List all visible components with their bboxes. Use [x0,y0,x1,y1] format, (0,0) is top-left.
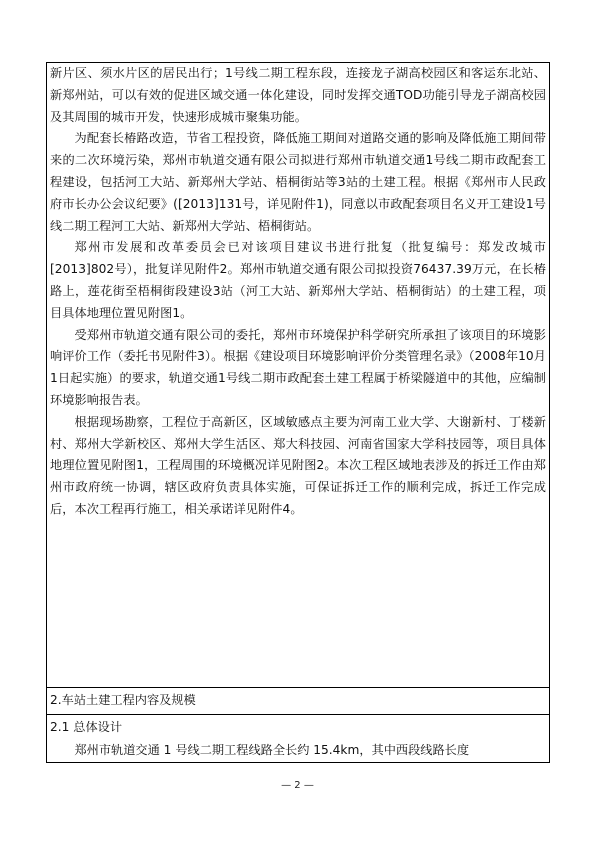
page-number: — 2 — [281,780,314,791]
subsection-divider [47,714,549,715]
section-divider [47,687,549,688]
paragraph-4: 受郑州市轨道交通有限公司的委托，郑州市环境保护科学研究所承担了该项目的环境影响评价工作（委托书见附件3）。根据《建设项目环境影响评价分类管理名录》（2008年10月1日起实施）的要求，轨道交通1号线二期市政配套土建工程属于桥梁隧道中的其他，应编制环境影响报告表。 [50,327,546,407]
paragraph-3: 郑州市发展和改革委员会已对该项目建议书进行批复（批复编号：郑发改城市[2013]802号），批复详见附件2。郑州市轨道交通有限公司拟投资76437.39万元，在长椿路上，莲花街至梧桐街段建设3站（河工大站、新郑州大学站、梧桐街站）的土建工程，项目具体地理位置见附图1。 [50,240,546,320]
body-text [50,63,546,521]
section-heading: 2.车站土建工程内容及规模 [50,693,196,707]
document-frame [46,62,550,763]
subsection-heading: 2.1 总体设计 [50,720,123,734]
paragraph-1: 新片区、须水片区的居民出行；1号线二期工程东段，连接龙子湖高校园区和客运东北站、新郑州站，可以有效的促进区域交通一体化建设，同时发挥交通TOD功能引导龙子湖高校园及其周围的城市开发，快速形成城市聚集功能。 [50,66,546,124]
tail-paragraph: 郑州市轨道交通 1 号线二期工程线路全长约 15.4km，其中西段线路长度 [74,743,470,757]
paragraph-2: 为配套长椿路改造，节省工程投资，降低施工期间对道路交通的影响及降低施工期间带来的二次环境污染，郑州市轨道交通有限公司拟进行郑州市轨道交通1号线二期市政配套工程建设，包括河工大站、新郑州大学站、梧桐街站等3站的土建工程。根据《郑州市人民政府市长办公会议纪要》([2013]131号，详见附件1)，同意以市政配套项目名义开工建设1号线二期工程河工大站、新郑州大学站、梧桐街站。 [50,131,546,233]
paragraph-5: 根据现场勘察，工程位于高新区，区域敏感点主要为河南工业大学、大谢新村、丁楼新村、郑州大学新校区、郑州大学生活区、郑大科技园、河南省国家大学科技园等，项目具体地理位置见附图1，工程周围的环境概况详见附图2。本次工程区域地表涉及的拆迁工作由郑州市政府统一协调，辖区政府负责具体实施，可保证拆迁工作的顺利完成，拆迁工作完成后，本次工程再行施工，相关承诺详见附件4。 [50,414,546,516]
